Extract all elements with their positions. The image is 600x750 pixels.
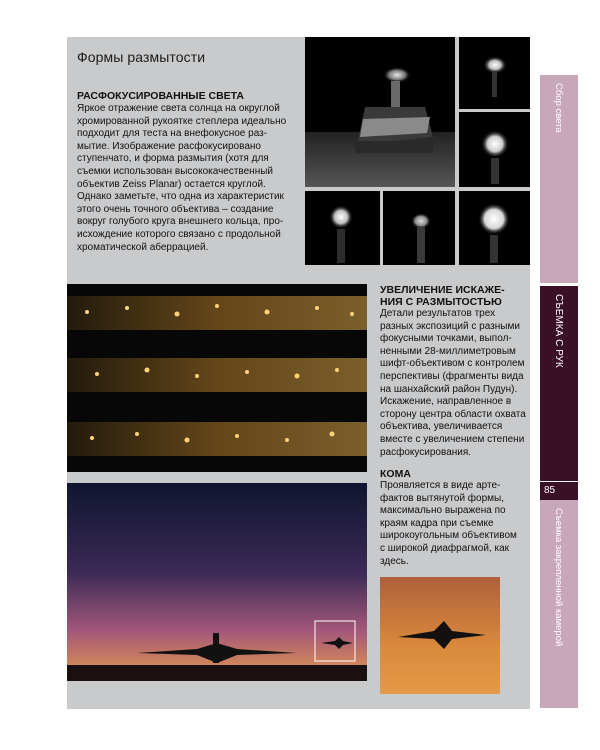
text-line: краям кадра при съемке bbox=[380, 517, 494, 529]
text-line: Искажение, направленное в bbox=[380, 396, 512, 408]
side-tab-handheld-label: СЪЕМКА С РУК bbox=[553, 294, 564, 368]
bokeh-photo-4 bbox=[383, 191, 455, 265]
text-line: шифт-объективом с контролем bbox=[380, 358, 525, 370]
text-line: широкоугольным объективом bbox=[380, 530, 517, 542]
text-line: хромированной рукоятке степлера идеально bbox=[77, 115, 287, 127]
plane-closeup-photo bbox=[380, 577, 500, 694]
stapler-photo bbox=[305, 37, 455, 187]
side-tab-tripod[interactable] bbox=[540, 500, 578, 708]
text-line: хроматической аберрацией. bbox=[77, 241, 209, 253]
text-line: ступенчато, и форма размытия (хотя для bbox=[77, 153, 269, 165]
side-tab-light-label: Сбор света bbox=[553, 83, 564, 133]
text-line: Проявляется в виде арте- bbox=[380, 480, 501, 491]
text-line: ненными 28-миллиметровым bbox=[380, 345, 516, 357]
bokeh-photo-1 bbox=[459, 37, 530, 109]
bokeh-photo-3 bbox=[305, 191, 380, 265]
section1-heading: РАСФОКУСИРОВАННЫЕ СВЕТА bbox=[77, 90, 244, 102]
heading-line: УВЕЛИЧЕНИЕ ИСКАЖЕ- bbox=[380, 284, 505, 296]
text-line: фокусными точками, выпол- bbox=[380, 333, 512, 345]
sunset-planes-photo bbox=[67, 483, 367, 681]
section1-body bbox=[77, 103, 302, 254]
text-line: сторону центра области охвата bbox=[380, 408, 526, 420]
text-line: на шанхайский район Пудун). bbox=[380, 383, 518, 395]
text-line: объектива, увеличивается bbox=[380, 421, 503, 433]
section2-heading bbox=[380, 284, 530, 308]
section3-heading: КОМА bbox=[380, 468, 411, 480]
heading-line: НИЯ С РАЗМЫТОСТЬЮ bbox=[380, 296, 502, 308]
text-line: исхождение которого связано с продольной bbox=[77, 228, 281, 240]
text-line: Детали результатов трех bbox=[380, 308, 496, 319]
text-line: объектив Zeiss Planar) остается круглой. bbox=[77, 178, 266, 190]
text-line: Однако заметьте, что одна из характеристик bbox=[77, 191, 284, 203]
text-line: с широкой диафрагмой, как bbox=[380, 542, 510, 554]
section2-body bbox=[380, 308, 530, 459]
text-line: перспективы (фрагменты вида bbox=[380, 370, 524, 382]
text-line: фактов вытянутой формы, bbox=[380, 492, 504, 504]
section-coma bbox=[380, 468, 530, 568]
text-line: максимально выражена по bbox=[380, 505, 506, 517]
side-tab-handheld[interactable] bbox=[540, 286, 578, 481]
page-number-box bbox=[540, 481, 578, 500]
page-number: 85 bbox=[544, 485, 556, 496]
text-line: расфокусирования. bbox=[380, 446, 472, 458]
section-distortion bbox=[380, 284, 530, 459]
page-title: Формы размытости bbox=[77, 49, 206, 65]
section3-body bbox=[380, 480, 530, 568]
section-defocused-lights bbox=[77, 90, 302, 254]
text-line: разных экспозиций с разными bbox=[380, 320, 520, 332]
text-line: вокруг голубого круга внешнего кольца, про- bbox=[77, 216, 284, 228]
text-line: этого очень точного объектива – создание bbox=[77, 203, 274, 215]
title-bar bbox=[67, 37, 305, 73]
text-line: подходит для теста на внефокусное раз- bbox=[77, 128, 268, 140]
bokeh-photo-5 bbox=[459, 191, 530, 265]
bokeh-photo-2 bbox=[459, 112, 530, 187]
text-line: здесь. bbox=[380, 555, 409, 567]
text-line: съемки использован высококачественный bbox=[77, 165, 274, 177]
text-line: Яркое отражение света солнца на округлой bbox=[77, 103, 280, 114]
side-tab-tripod-label: Съемка закрепленной камерой bbox=[553, 508, 564, 647]
text-line: мытие. Изображение расфокусировано bbox=[77, 140, 261, 152]
city-night-strips-photo bbox=[67, 284, 367, 472]
text-line: вместе с увеличением степени bbox=[380, 433, 525, 445]
side-tab-light[interactable] bbox=[540, 75, 578, 283]
